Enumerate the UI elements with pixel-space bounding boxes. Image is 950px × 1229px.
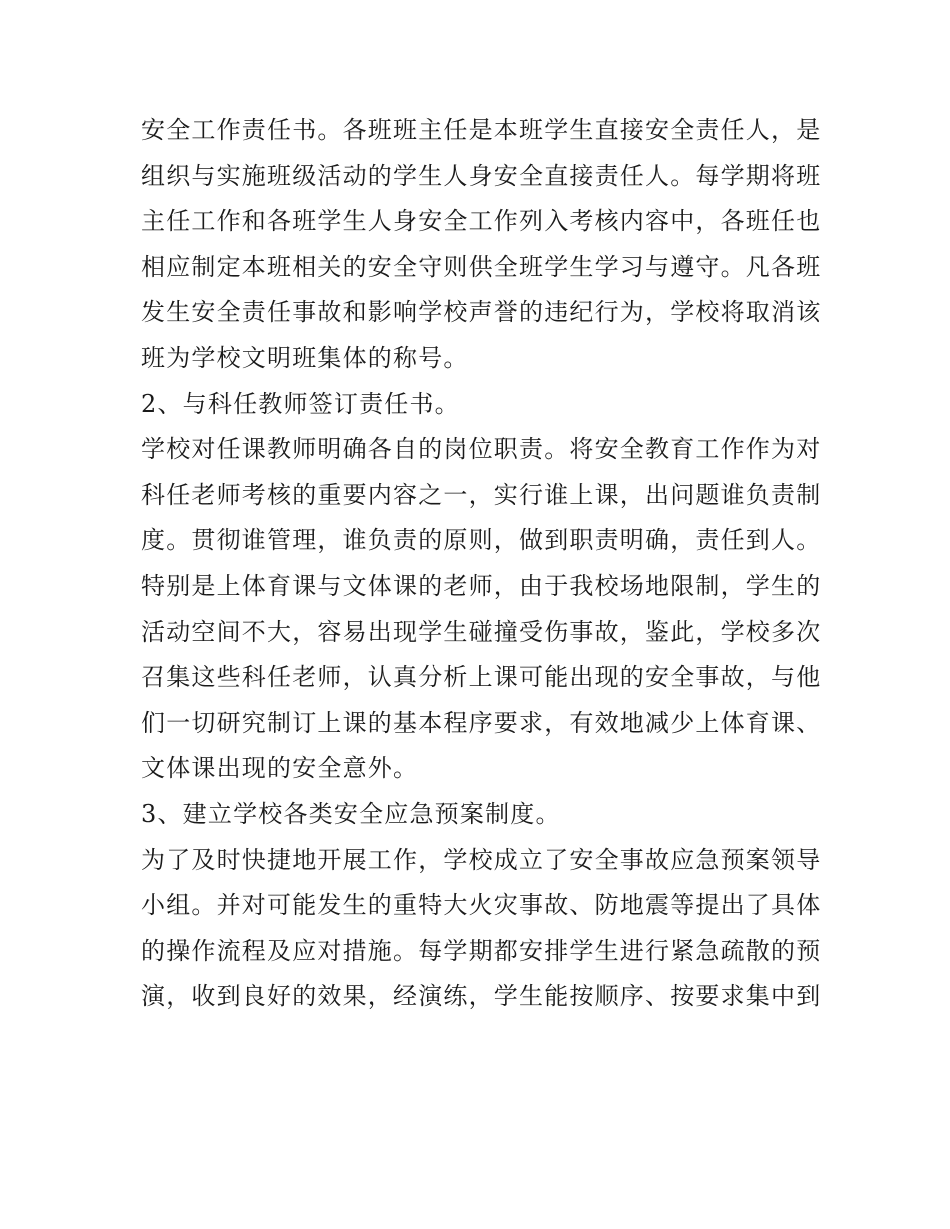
text-line: 的操作流程及应对措施。每学期都安排学生进行紧急疏散的预 (141, 936, 821, 965)
text-line: 召集这些科任老师，认真分析上课可能出现的安全事故，与他 (141, 663, 821, 692)
text-line: 演，收到良好的效果，经演练，学生能按顺序、按要求集中到 (141, 982, 821, 1011)
text-line: 小组。并对可能发生的重特大火灾事故、防地震等提出了具体 (141, 891, 821, 920)
section-heading: 3、建立学校各类安全应急预案制度。 (141, 799, 561, 828)
text-line: 度。贯彻谁管理，谁负责的原则，做到职责明确，责任到人。 (141, 526, 821, 555)
text-line: 为了及时快捷地开展工作，学校成立了安全事故应急预案领导 (141, 845, 821, 874)
text-line: 学校对任课教师明确各自的岗位职责。将安全教育工作作为对 (141, 435, 821, 464)
text-line: 发生安全责任事故和影响学校声誉的违纪行为，学校将取消该 (141, 298, 821, 327)
section-heading: 2、与科任教师签订责任书。 (141, 389, 460, 418)
text-line: 安全工作责任书。各班班主任是本班学生直接安全责任人，是 (141, 116, 821, 144)
text-line: 相应制定本班相关的安全守则供全班学生学习与遵守。凡各班 (141, 252, 821, 281)
text-line: 班为学校文明班集体的称号。 (141, 343, 469, 372)
text-line: 组织与实施班级活动的学生人身安全直接责任人。每学期将班 (141, 161, 821, 190)
text-line: 们一切研究制订上课的基本程序要求，有效地减少上体育课、 (141, 708, 821, 737)
text-line: 科任老师考核的重要内容之一，实行谁上课，出问题谁负责制 (141, 480, 821, 509)
text-line: 活动空间不大，容易出现学生碰撞受伤事故，鉴此，学校多次 (141, 617, 821, 646)
text-line: 主任工作和各班学生人身安全工作列入考核内容中，各班任也 (141, 207, 821, 236)
document-body (141, 108, 821, 1020)
text-line: 特别是上体育课与文体课的老师，由于我校场地限制，学生的 (141, 571, 821, 600)
text-line: 文体课出现的安全意外。 (141, 754, 419, 783)
